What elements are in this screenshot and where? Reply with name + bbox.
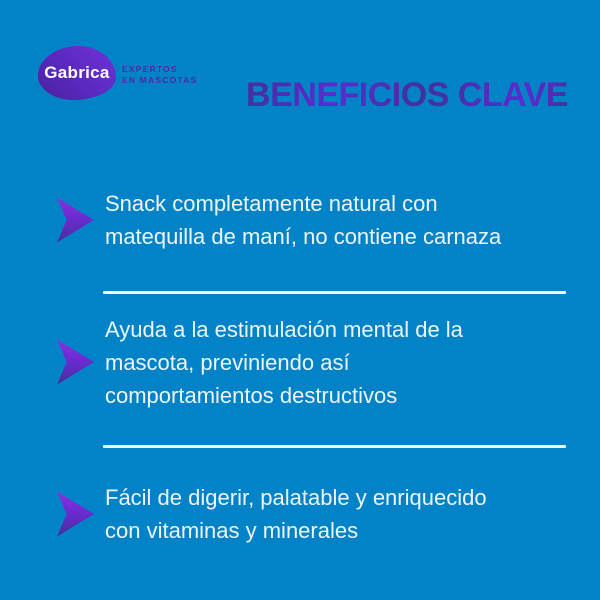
benefit-2-line-3: comportamientos destructivos — [105, 382, 398, 408]
chevron-right-icon — [57, 198, 94, 243]
benefit-text-1 — [105, 187, 501, 253]
brand-tagline — [122, 64, 197, 86]
page-title: BENEFICIOS CLAVE — [246, 75, 568, 114]
benefit-item-3 — [57, 480, 565, 548]
benefit-text-3 — [105, 481, 487, 547]
benefit-1-line-2: matequilla de maní, no contiene carnaza — [105, 224, 502, 249]
chevron-right-icon — [57, 492, 94, 537]
gabrica-logo-text: Gabrica — [44, 63, 110, 82]
gabrica-logo — [38, 46, 116, 100]
benefit-3-line-2: con vitaminas y minerales — [105, 518, 359, 543]
tagline-line-1: EXPERTOS — [122, 64, 178, 74]
benefit-2-line-2: mascota, previniendo así — [105, 349, 350, 375]
tagline-line-2: EN MASCOTAS — [122, 75, 198, 85]
benefit-3-line-1: Fácil de digerir, palatable y enriquecido — [105, 485, 487, 510]
benefit-1-line-1: Snack completamente natural con — [105, 191, 438, 216]
divider — [103, 445, 566, 448]
benefit-text-2 — [105, 313, 463, 412]
divider — [103, 291, 566, 294]
benefit-item-2 — [57, 310, 565, 414]
chevron-right-icon — [57, 340, 94, 385]
benefit-2-line-1: Ayuda a la estimulación mental de la — [105, 316, 463, 342]
benefit-item-1 — [57, 186, 565, 254]
